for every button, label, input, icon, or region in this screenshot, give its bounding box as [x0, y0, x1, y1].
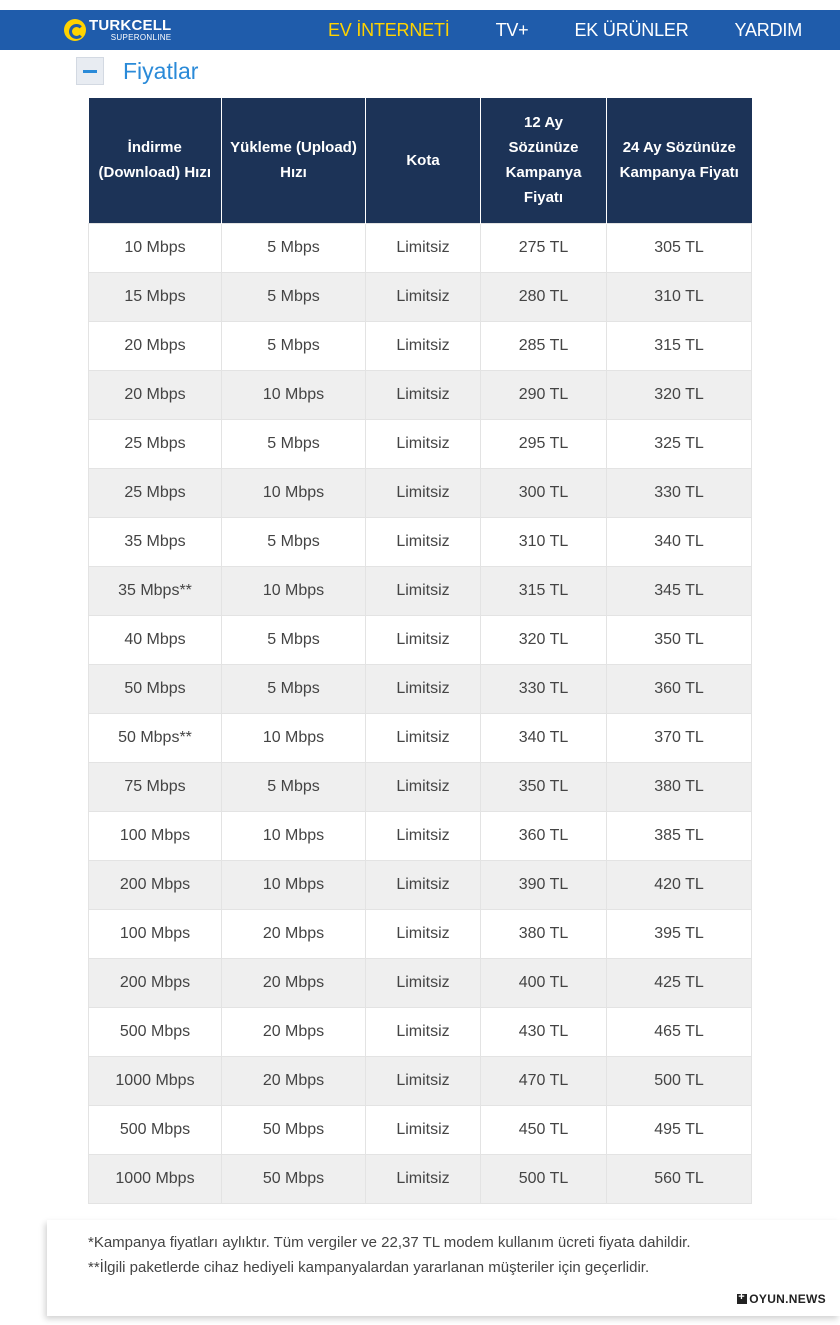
- price-24-cell: 330 TL: [607, 468, 752, 517]
- price-12-cell: 450 TL: [481, 1105, 607, 1154]
- quota-cell: Limitsiz: [366, 1056, 481, 1105]
- price-12-cell: 340 TL: [481, 713, 607, 762]
- download-speed-cell: 15 Mbps: [89, 272, 222, 321]
- quota-cell: Limitsiz: [366, 566, 481, 615]
- turkcell-logo-icon: [64, 19, 86, 41]
- price-12-cell: 280 TL: [481, 272, 607, 321]
- price-12-cell: 380 TL: [481, 909, 607, 958]
- price-12-cell: 390 TL: [481, 860, 607, 909]
- table-row: [89, 909, 752, 958]
- table-row: [89, 664, 752, 713]
- upload-speed-cell: 20 Mbps: [222, 909, 366, 958]
- quota-cell: Limitsiz: [366, 321, 481, 370]
- upload-speed-cell: 5 Mbps: [222, 419, 366, 468]
- price-24-cell: 395 TL: [607, 909, 752, 958]
- price-24-cell: 385 TL: [607, 811, 752, 860]
- quota-cell: Limitsiz: [366, 909, 481, 958]
- download-speed-cell: 10 Mbps: [89, 223, 222, 272]
- quota-cell: Limitsiz: [366, 1154, 481, 1203]
- table-row: [89, 321, 752, 370]
- price-24-cell: 305 TL: [607, 223, 752, 272]
- quota-cell: Limitsiz: [366, 1105, 481, 1154]
- download-speed-cell: 35 Mbps**: [89, 566, 222, 615]
- top-nav-bar: [0, 10, 840, 50]
- logo-brand: TURKCELL: [89, 17, 172, 34]
- upload-speed-cell: 10 Mbps: [222, 566, 366, 615]
- main-nav: [282, 10, 802, 50]
- download-speed-cell: 500 Mbps: [89, 1105, 222, 1154]
- download-speed-cell: 75 Mbps: [89, 762, 222, 811]
- upload-speed-cell: 5 Mbps: [222, 664, 366, 713]
- upload-speed-cell: 5 Mbps: [222, 762, 366, 811]
- upload-speed-cell: 20 Mbps: [222, 1007, 366, 1056]
- quota-cell: Limitsiz: [366, 272, 481, 321]
- quota-cell: Limitsiz: [366, 762, 481, 811]
- section-title: Fiyatlar: [123, 57, 199, 84]
- table-row: [89, 1105, 752, 1154]
- price-12-cell: 290 TL: [481, 370, 607, 419]
- section-header: [76, 56, 198, 86]
- upload-speed-cell: 50 Mbps: [222, 1154, 366, 1203]
- price-12-cell: 360 TL: [481, 811, 607, 860]
- watermark-logo-icon: [737, 1294, 747, 1304]
- collapse-toggle-button[interactable]: [76, 57, 104, 85]
- table-row: [89, 615, 752, 664]
- logo-text: [89, 18, 171, 42]
- quota-cell: Limitsiz: [366, 517, 481, 566]
- price-24-cell: 315 TL: [607, 321, 752, 370]
- download-speed-cell: 1000 Mbps: [89, 1154, 222, 1203]
- upload-speed-cell: 5 Mbps: [222, 272, 366, 321]
- price-24-cell: 560 TL: [607, 1154, 752, 1203]
- quota-cell: Limitsiz: [366, 615, 481, 664]
- download-speed-cell: 25 Mbps: [89, 468, 222, 517]
- download-speed-cell: 40 Mbps: [89, 615, 222, 664]
- price-12-cell: 315 TL: [481, 566, 607, 615]
- header-price-24-months: 24 Ay Sözünüze Kampanya Fiyatı: [607, 98, 752, 223]
- price-24-cell: 360 TL: [607, 664, 752, 713]
- quota-cell: Limitsiz: [366, 664, 481, 713]
- price-24-cell: 495 TL: [607, 1105, 752, 1154]
- table-row: [89, 1007, 752, 1056]
- nav-item-yardim[interactable]: YARDIM: [734, 19, 802, 40]
- upload-speed-cell: 20 Mbps: [222, 958, 366, 1007]
- quota-cell: Limitsiz: [366, 468, 481, 517]
- table-row: [89, 566, 752, 615]
- quota-cell: Limitsiz: [366, 860, 481, 909]
- price-24-cell: 345 TL: [607, 566, 752, 615]
- nav-item-tv-plus[interactable]: TV+: [495, 19, 529, 40]
- price-24-cell: 380 TL: [607, 762, 752, 811]
- footnotes-panel: [47, 1220, 840, 1316]
- download-speed-cell: 1000 Mbps: [89, 1056, 222, 1105]
- table-row: [89, 370, 752, 419]
- price-12-cell: 470 TL: [481, 1056, 607, 1105]
- price-24-cell: 370 TL: [607, 713, 752, 762]
- download-speed-cell: 200 Mbps: [89, 958, 222, 1007]
- price-12-cell: 295 TL: [481, 419, 607, 468]
- table-row: [89, 1056, 752, 1105]
- upload-speed-cell: 20 Mbps: [222, 1056, 366, 1105]
- download-speed-cell: 25 Mbps: [89, 419, 222, 468]
- download-speed-cell: 200 Mbps: [89, 860, 222, 909]
- header-upload-speed: Yükleme (Upload) Hızı: [222, 98, 366, 223]
- watermark: [737, 1292, 826, 1306]
- table-row: [89, 419, 752, 468]
- quota-cell: Limitsiz: [366, 1007, 481, 1056]
- download-speed-cell: 35 Mbps: [89, 517, 222, 566]
- price-table: [88, 98, 752, 1204]
- header-quota: Kota: [366, 98, 481, 223]
- price-12-cell: 500 TL: [481, 1154, 607, 1203]
- price-24-cell: 325 TL: [607, 419, 752, 468]
- price-24-cell: 420 TL: [607, 860, 752, 909]
- price-24-cell: 500 TL: [607, 1056, 752, 1105]
- table-row: [89, 958, 752, 1007]
- download-speed-cell: 500 Mbps: [89, 1007, 222, 1056]
- download-speed-cell: 20 Mbps: [89, 370, 222, 419]
- upload-speed-cell: 10 Mbps: [222, 370, 366, 419]
- price-12-cell: 350 TL: [481, 762, 607, 811]
- table-row: [89, 272, 752, 321]
- table-row: [89, 468, 752, 517]
- nav-item-ek-urunler[interactable]: EK ÜRÜNLER: [574, 19, 689, 40]
- download-speed-cell: 20 Mbps: [89, 321, 222, 370]
- header-price-12-months: 12 Ay Sözünüze Kampanya Fiyatı: [481, 98, 607, 223]
- table-row: [89, 811, 752, 860]
- table-row: [89, 713, 752, 762]
- price-12-cell: 330 TL: [481, 664, 607, 713]
- price-12-cell: 320 TL: [481, 615, 607, 664]
- turkcell-superonline-logo[interactable]: [64, 15, 171, 45]
- price-24-cell: 425 TL: [607, 958, 752, 1007]
- download-speed-cell: 50 Mbps**: [89, 713, 222, 762]
- price-24-cell: 320 TL: [607, 370, 752, 419]
- table-row: [89, 517, 752, 566]
- header-download-speed: İndirme (Download) Hızı: [89, 98, 222, 223]
- table-row: [89, 1154, 752, 1203]
- upload-speed-cell: 5 Mbps: [222, 321, 366, 370]
- quota-cell: Limitsiz: [366, 223, 481, 272]
- price-12-cell: 430 TL: [481, 1007, 607, 1056]
- price-12-cell: 300 TL: [481, 468, 607, 517]
- quota-cell: Limitsiz: [366, 713, 481, 762]
- footnote-device-gift: **İlgili paketlerde cihaz hediyeli kampanyalardan yararlanan müşteriler için geçerlidir.: [88, 1259, 650, 1276]
- price-12-cell: 285 TL: [481, 321, 607, 370]
- table-header-row: [89, 98, 752, 223]
- quota-cell: Limitsiz: [366, 958, 481, 1007]
- quota-cell: Limitsiz: [366, 419, 481, 468]
- upload-speed-cell: 10 Mbps: [222, 468, 366, 517]
- price-24-cell: 350 TL: [607, 615, 752, 664]
- upload-speed-cell: 10 Mbps: [222, 811, 366, 860]
- footnote-campaign-prices: *Kampanya fiyatları aylıktır. Tüm vergiler ve 22,37 TL modem kullanım ücreti fiyata dahildir.: [88, 1234, 691, 1251]
- price-24-cell: 340 TL: [607, 517, 752, 566]
- minus-icon: [83, 70, 97, 73]
- upload-speed-cell: 5 Mbps: [222, 223, 366, 272]
- quota-cell: Limitsiz: [366, 370, 481, 419]
- table-row: [89, 223, 752, 272]
- upload-speed-cell: 10 Mbps: [222, 860, 366, 909]
- logo-sub: SUPERONLINE: [110, 33, 172, 42]
- upload-speed-cell: 5 Mbps: [222, 615, 366, 664]
- download-speed-cell: 100 Mbps: [89, 811, 222, 860]
- upload-speed-cell: 50 Mbps: [222, 1105, 366, 1154]
- nav-item-ev-interneti[interactable]: EV İNTERNETİ: [327, 19, 450, 40]
- price-24-cell: 465 TL: [607, 1007, 752, 1056]
- watermark-text: OYUN.NEWS: [749, 1292, 826, 1306]
- quota-cell: Limitsiz: [366, 811, 481, 860]
- table-row: [89, 860, 752, 909]
- table-row: [89, 762, 752, 811]
- upload-speed-cell: 5 Mbps: [222, 517, 366, 566]
- table-body: [89, 223, 752, 1203]
- download-speed-cell: 100 Mbps: [89, 909, 222, 958]
- price-12-cell: 400 TL: [481, 958, 607, 1007]
- price-12-cell: 275 TL: [481, 223, 607, 272]
- download-speed-cell: 50 Mbps: [89, 664, 222, 713]
- price-24-cell: 310 TL: [607, 272, 752, 321]
- price-12-cell: 310 TL: [481, 517, 607, 566]
- upload-speed-cell: 10 Mbps: [222, 713, 366, 762]
